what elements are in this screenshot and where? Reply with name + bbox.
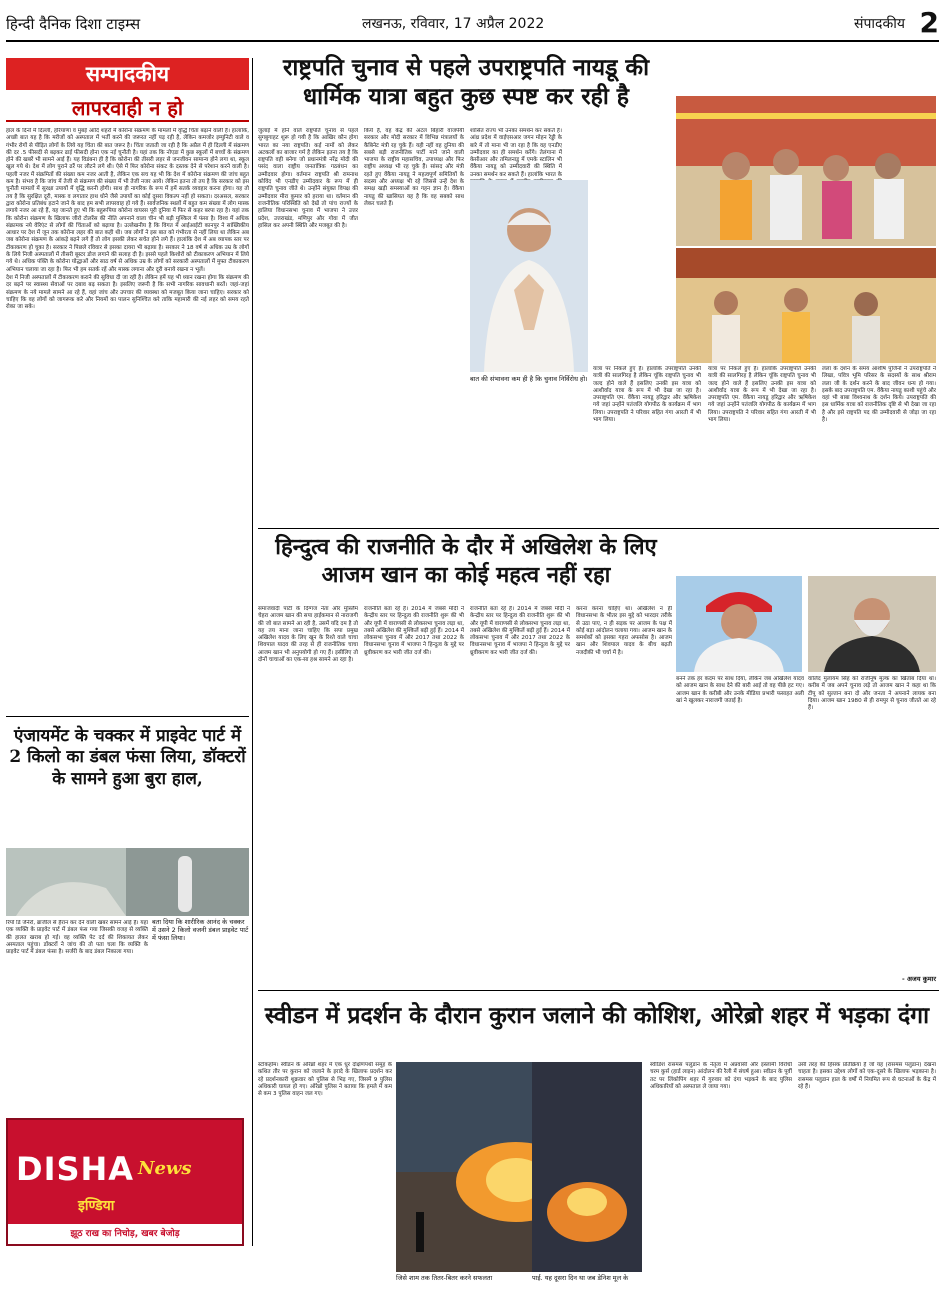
story2-headline: हिन्दुत्व की राजनीति के दौर में अखिलेश के लिए आजम खान का कोई महत्व नहीं रहा bbox=[275, 534, 657, 588]
person-figure bbox=[470, 180, 588, 372]
logo-india: इण्डिया bbox=[78, 1198, 115, 1214]
logo-brand: DISHA bbox=[16, 1150, 135, 1188]
lead-col-1: जुलाई में होने वाले राष्ट्रपति चुनाव से पहले सुगबुगाहट शुरू हो गयी है कि आखिर कौन होगा भारत का नया राष्ट्रपति। कई नामों को लेकर अटकलों का बाजार गर्म है लेकिन इतना तय है कि राष्ट्रपति वही बनेगा जो प्रधानमंत्री नरेंद्र मोदी की पसंद वाला राष्ट्रीय जनतांत्रिक गठबंधन का उम्मीदवार होगा। वर्तमान राष्ट्रपति श्री रामनाथ कोविंद भी एनडीए उम्मीदवार के रूप में ही राष्ट्रपति चुनाव जीते थे। उन्होंने संयुक्त विपक्ष की उम्मीदवार मीरा कुमार को हराया था। वर्तमान की राजनीतिक परिस्थिति को देखें तो पांच राज्यों के हालिया विधानसभा चुनाव में भाजपा ने उत्तर प्रदेश, उत्तराखंड, मणिपुर और गोवा में जीत हासिल कर अपनी स्थिति और मजबूत की है। bbox=[258, 128, 358, 229]
lead-col-4: यात्रा पर निकले हुए हैं। हालांकि उपराष्ट्रपति उनकी यात्री की सालगिरह है लेकिन चूंकि राष्ट्रपति चुनाव भी जल्द होने वाले हैं इसलिए उनकी इस यात्रा को आशीर्वाद यात्रा के रूप में भी देखा जा रहा है। उपराष्ट्रपति एम. वेंकैया नायडू हरिद्वार और ऋषिकेश गये जहां उन्होंने पतंजलि योगपीठ के कार्यक्रम में भाग लिया। उपराष्ट्रपति ने परिवार सहित गंगा आरती में भी भाग लिया। bbox=[593, 366, 701, 424]
story3-body: रिपो डि जेनेरो, ब्राजील से हैरान कर देने वाली खबर सामने आई है। यहां एक व्यक्ति के प्राइवेट पार्ट में डंबल फंस गया जिसकी वजह से व्यक्ति की हालत खराब हो गई। वह व्यक्ति पेट दर्द की शिकायत लेकर अस्पताल पहुंचा। डॉक्टरों ने जांच की तो पता चला कि व्यक्ति के प्राइवेट पार्ट में डंबल फंसा है। सर्जरी के बाद डंबल निकाला गया। bbox=[6, 920, 148, 956]
story3-headline: एंजायमेंट के चक्कर में प्राइवेट पार्ट में 2 किलो का डंबल फंसा लिया, डॉक्टरों के सामने हुआ बुरा हाल, bbox=[9, 726, 246, 789]
lead-photo-caption: बात की संभावना कम ही है कि चुनाव निर्विरोध हो। bbox=[470, 375, 588, 383]
lead-col-4b: यात्रा पर निकले हुए हैं। हालांकि उपराष्ट्रपति उनकी यात्री की सालगिरह है लेकिन चूंकि राष्ट्रपति चुनाव भी जल्द होने वाले हैं इसलिए उनकी इस यात्रा को आशीर्वाद यात्रा के रूप में भी देखा जा रहा है। उपराष्ट्रपति एम. वेंकैया नायडू हरिद्वार और ऋषिकेश गये जहां उन्होंने पतंजलि योगपीठ के कार्यक्रम में भाग लिया। उपराष्ट्रपति ने परिवार सहित गंगा आरती में भी भाग लिया। bbox=[708, 366, 816, 424]
story2-col-5: बनने तक हर कदम पर साथ दिया, लेकिन जब अखिलेश यादव को आजम खान के साथ देने की बारी आई तो वह पीछे हट गए। आजम खान के करीबी और उनके मीडिया प्रभारी फसाहत अली खां ने खुलकर नाराजगी जताई है। bbox=[676, 676, 804, 704]
story4-col-2: स्वीडिश रासमस पलुडान के नेतृत्व में अप्रवासी और इस्लामी विरोधी चरम कुर्स (हार्ड लाइन) आंदोलन की रैली में संघर्ष हुआ। स्वीडन के पूर्वी तट पर लिंकोपिंग शहर में गुरुवार को दंगा भड़कने के बाद पुलिस अधिकारियों को अस्पताल ले जाया गया। bbox=[650, 1062, 792, 1090]
paper-name: हिन्दी दैनिक दिशा टाइम्स bbox=[6, 15, 141, 33]
story4-photo-1-caption: जिसे शाम तक तितर-बितर करने सफलता bbox=[396, 1274, 514, 1282]
logo-tagline: झूठ राख का निचोड़, खबर बेजोड़ bbox=[8, 1224, 242, 1244]
story2-byline: - अजय कुमार bbox=[850, 975, 936, 983]
story2-photo-azam bbox=[808, 576, 936, 672]
page-number: 2 bbox=[919, 6, 939, 39]
logo-news: News bbox=[138, 1158, 192, 1179]
story2-col-1: समाजवादी पार्टी के दिग्गज नेता और मुस्लिम चेहरा आजम खान की सपा हाईकमान से नाराजगी की जो बात सामने आ रही है, उसमें यदि दम है तो यह तय माना जाना चाहिए कि सपा प्रमुख अखिलेश यादव के लिए खून के रिश्ते वाले चाचा शिवपाल यादव की तरह से ही राजनीतिक चाचा आजम खान भी अनुपयोगी हो गए हैं। इसीलिए तो दोनों चाचाओं का एक-सा हश्र सामने आ रहा है। bbox=[258, 606, 358, 664]
editorial-paragraph: देश में निजी अस्पतालों में टीकाकरण कराने की सुविधा दी जा रही है। लेकिन हमें यह भी ध्यान रखना होगा कि संक्रमण की दर बढ़ने पर स्वास्थ्य सेवाओं पर दबाव बढ़ सकता है। इसलिए जरूरी है कि सभी नागरिक सावधानी बरतें। जहां-जहां संक्रमण के नये मामले सामने आ रहे हैं, वहां जांच और उपचार की व्यवस्था को मजबूत किया जाना चाहिए। सरकार को चाहिए कि वह लोगों को जागरूक करे और नियमों का पालन सुनिश्चित करे ताकि महामारी की नई लहर को समय रहते रोका जा सके। bbox=[6, 274, 249, 311]
editorial-headline: लापरवाही न हो bbox=[6, 94, 249, 122]
disha-news-logo bbox=[6, 1118, 244, 1246]
story2-col-2: राजनीति बता रहे हैं। 2014 में जबसे मोदी ने केन्द्रीय स्तर पर हिन्दुत्व की राजनीति शुरू की भी और यूपी में वाराणसी से लोकसभा चुनाव लड़ा था, तबसे अखिलेश की मुश्किलें बढ़ी हुई हैं। 2014 में लोकसभा चुनाव में और 2017 तथा 2022 के विधानसभा चुनाव में भाजपा ने हिन्दुत्व के मुद्दे पर ध्रुवीकरण कर भारी जीत दर्ज की। bbox=[364, 606, 464, 656]
lead-photo-naidu bbox=[470, 180, 588, 372]
editorial-body bbox=[6, 128, 249, 712]
lead-col-5: लला के दर्शन के समय आशीष पुजिनों ने उपराष्ट्रपति ने लिखा, पवित्र भूमि परिसर के सदस्यों के साथ श्रीराम लला जी के दर्शन करने के बाद जीवन धन्य हो गया। इसके बाद उपराष्ट्रपति एम. वेंकैया नायडू काशी पहुंचे और वहां भी बाबा विश्वनाथ के दर्शन किये। उपराष्ट्रपति की इस धार्मिक यात्रा को राजनीतिक दृष्टि से भी देखा जा रहा है और इसे राष्ट्रपति पद की उम्मीदवारी से जोड़ा जा रहा है। bbox=[822, 366, 936, 424]
editorial-paragraph: हाल के दिनों में दिल्ली, हरियाणा व मुंबई आदि शहरों में कोरोना संक्रमण के मामलों में वृद्धि चिंता बढ़ाने वाली है। हालांकि, अच्छी बात यह है कि मरीजों को अस्पताल में भर्ती करने की जरूरत नहीं पड़ रही है, लेकिन कमजोर इम्युनिटी वाले व गंभीर रोगों से पीड़ित लोगों के लिये यह चिंता की बात जरूर है। चिंता जताती जा रही है कि अप्रैल में ही दिल्ली में संक्रमण की दर .5 फीसदी से बढ़कर ढाई फीसदी होना एक नई चुनौती है। यहां तक कि नोएडा में कुछ स्कूलों में बच्चों के संक्रमण होने की खबरें भी सामने आई हैं। यह विडंबना ही है कि कोरोना की तीसरी लहर से जनजीवन सामान्य होने लगा था, स्कूल खुल गये थे। देश में लोग पुराने ढर्रे पर लौटने लगे थी। ऐसे में फिर कोरोना संकट के दस्तक देने से परेशान करने वाली है। पहली नजर में संक्रमितों की संख्या कम नजर आती है, लेकिन एक सच यह भी कि देश में कोरोना संक्रमण की जांच बहुत कम है। संभव है कि जांच में तेजी से संक्रमण की संख्या में भी तेजी नजर आये। लेकिन इतना तो तय है कि सरकार को इस चुनौती मामलों में सुरक्षा उपायों में वृद्धि करनी होगी। साथ ही नागरिक के रूप में हमें सतर्क व्यवहार करना होगा। यह तो तय है कि सुरक्षित दूरी, मास्क व लगातार हाथ धोने जैसे उपायों का कोई दूसरा विकल्प नहीं हो सकता। दरअसल, सरकार द्वारा कोरोना प्रतिबंध हटाने जाने के बाद हम सभी लापरवाह हो गये हैं। सार्वजनिक स्थलों में बहुत कम संख्या में लोग मास्क लगाये नजर आ रहे हैं, यह जानते हुए भी कि बहुरूपिया कोरोना वायरस पूरी दुनिया में फिर से कहर बरपा रहा है। यहां तक कि कोरोना संक्रमण के खिलाफ जीरो टोलरेंस की नीति अपनाने वाला चीन भी बड़ी मुश्किल में फंसा है। विश्व में अधिक संक्रामक नये वेरिएंट से लोगों की चिंताओं को बढ़ाया है। उल्लेखनीय है कि विगत में आईआईटी कानपुर ने सांख्यिकीय आधार पर देश में जून तक कोरोना लहर की बात कही थी। जब लोगों ने इस बात को गंभीरता से नहीं लिया था लेकिन अब जब कोरोना संक्रमण के आंकड़े बढ़ने लगे हैं तो लोग इसकी लेकर सचेत होने लगे हैं। हालांकि देश में अब व्यापक स्तर पर टीकाकरण हो चुका है। सरकार ने पिछले रविवार से इसका दायरा भी बढ़ाया है। सरकार ने 18 वर्ष से अधिक उम्र के लोगों के लिये निजी अस्पतालों में तीसरी बूस्टर डोज लगाने की सलाह दी है। इससे पहले किशोरों को टीकाकरण अभियान में लिये गये थे। अधिक पंक्ति के कोरोना योद्धाओं और साठ वर्ष से अधिक उम्र के लोगों को सरकारी अस्पतालों में मुफ्त टीकाकरण अभियान चलाया जा रहा है। फिर भी हम सतर्क रहें और मास्क लगाना और दूरी बनाये रखना न भूलें। bbox=[6, 128, 249, 273]
section-rule bbox=[258, 990, 939, 991]
story4-col-3: उसी तरह की हिंसक प्रतिक्रिया है जो यह (रासमस पलुडान) देखना चाहता है। इसका उद्देश्य लोगों को एक-दूसरे के खिलाफ भड़काना है। रासमस पलुडान हाल के वर्षों में नियमित रूप से घटनाओं के केंद्र में रहे हैं। bbox=[798, 1062, 936, 1090]
dateline: लखनऊ, रविवार, 17 अप्रैल 2022 bbox=[362, 16, 545, 32]
story2-photo-akhilesh bbox=[676, 576, 802, 672]
column-rule bbox=[252, 58, 253, 1246]
section-label: संपादकीय bbox=[854, 16, 905, 32]
lead-col-2: किये हैं, वह केंद्र की अटल बिहारी वाजपेयी सरकार और मोदी सरकार में विभिन्न मंत्रालयों के कैबिनेट मंत्री रह चुके हैं। यही नहीं वह दुनिया की सबसे बड़ी राजनीतिक पार्टी माने जाने वाली भाजपा के राष्ट्रीय महासचिव, उपाध्यक्ष और फिर राष्ट्रीय अध्यक्ष भी रह चुके हैं। सांसद और मंत्री रहते हुए वेंकैया नायडू ने महत्वपूर्ण समितियों के सदस्य और अध्यक्ष भी रहे जिससे उन्हें देश के समक्ष खड़ी समस्याओं का गहन ज्ञान है। वेंकैया नायडू की खासियत यह है कि वह सबको साथ लेकर चलते हैं। bbox=[364, 128, 464, 207]
story4-photo-2-caption: पाई. यह दूसरा दिन था जब डेनिश मूल के bbox=[532, 1274, 642, 1282]
story3-photo bbox=[6, 848, 249, 916]
masthead bbox=[6, 6, 939, 42]
story2-col-6: वालिद मुलायम सिंह को राजीनूष मुल्क का खिताब दिया था। करीब में जब अपने चुनाव लड़े तो आजम खान ने कहा था कि टीपू को सुल्तान बना दो और जनता ने अपनाने लायक बना दिया। आजम खान 1980 से ही रामपुर से चुनाव जीतते आ रहे हैं। bbox=[808, 676, 936, 712]
section-rule bbox=[6, 716, 249, 717]
story4-headline: स्वीडन में प्रदर्शन के दौरान कुरान जलाने की कोशिश, ओरेब्रो शहर में भड़का दंगा bbox=[264, 1002, 930, 1029]
lead-col-3: शासित राज्य भी उनका समर्थन कर सकते हैं। आंध्र प्रदेश में वाईएसआर जगन मोहन रेड्डी के बारे में तो माना भी जा रहा है कि वह एनडीए उम्मीदवार का ही समर्थन करेंगे। तेलंगाना में केसीआर और तमिलनाडु में एमके स्टालिन भी वेंकैया नायडू को उम्मीदवारी की स्थिति में उनका समर्थन कर सकते हैं। हालांकि भारत के bbox=[470, 128, 562, 178]
story2-col-4: करना करना चाहिए था। अखिलेश न ही विधानसभा के भीतर इस मुद्दे को भारदार तरीके से उठा पाए, न ही सड़क पर आजम के पक्ष में कोई बड़ा आंदोलन चलाया गया। आजम खान के समर्थकों को इसका गहरा अफसोस है। आजम खान और शिवपाल यादव के बीच बढ़ती नजदीकी भी चर्चा में है। bbox=[576, 606, 672, 656]
section-rule bbox=[258, 528, 939, 529]
story4-photo-2 bbox=[532, 1062, 642, 1272]
lead-headline: राष्ट्रपति चुनाव से पहले उपराष्ट्रपति नायडू की धार्मिक यात्रा बहुत कुछ स्पष्ट कर रही है bbox=[282, 54, 650, 110]
story2-col-3: राजनीति बता रहे हैं। 2014 में जबसे मोदी ने केन्द्रीय स्तर पर हिन्दुत्व की राजनीति शुरू की भी और यूपी में वाराणसी से लोकसभा चुनाव लड़ा था, तबसे अखिलेश की मुश्किलें बढ़ी हुई हैं। 2014 में लोकसभा चुनाव में और 2017 तथा 2022 के विधानसभा चुनाव में भाजपा ने हिन्दुत्व के मुद्दे पर ध्रुवीकरण कर भारी जीत दर्ज की। bbox=[470, 606, 570, 656]
story4-col-1: स्टॉकहोम। स्वीडन के ओरेब्रो शहर में एक धुर दक्षिणपंथी समूह के कथित तौर पर कुरान को जलाने के इरादे के खिलाफ प्रदर्शन कर रहे प्रदर्शनकारी शुक्रवार को पुलिस से भिड़ गए, जिसमें 9 पुलिस अधिकारी घायल हो गए। ओरेब्रो पुलिस ने बताया कि हमले में कम से कम 3 पुलिस वाहन जल गए। bbox=[258, 1062, 392, 1098]
editorial-box: सम्पादकीय bbox=[6, 58, 249, 90]
lead-photo-ayodhya bbox=[676, 248, 936, 363]
story3-photo-caption: बता दिया कि शारीरिक आनंद के चक्कर में उसने 2 किलो वजनी डंबल प्राइवेट पार्ट में फंसा लिया। bbox=[152, 918, 249, 942]
lead-photo-temple bbox=[676, 96, 936, 246]
